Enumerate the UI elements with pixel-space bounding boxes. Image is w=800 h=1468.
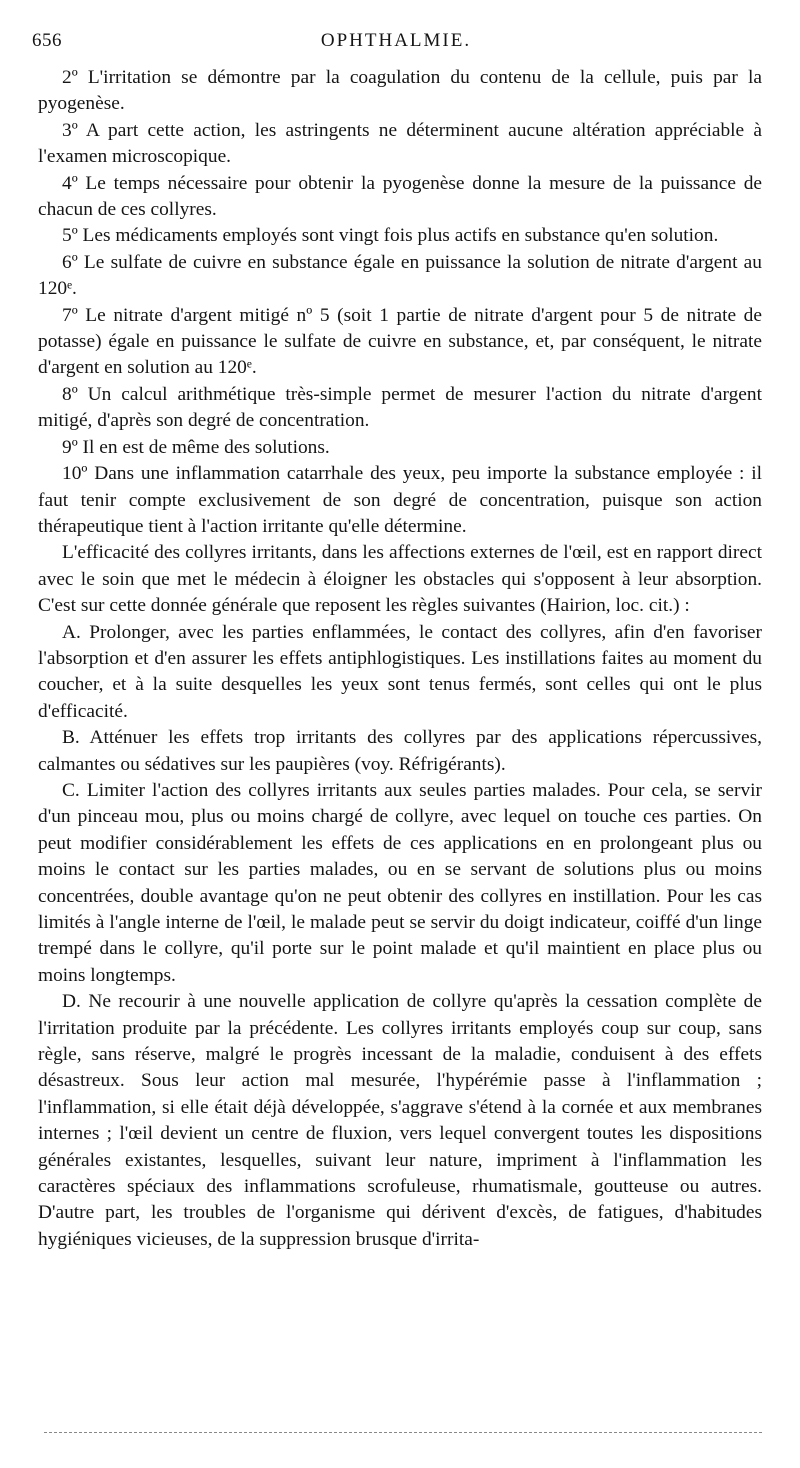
page-number: 656 [32,30,62,51]
conclusion-8: 8º Un calcul arithmétique très-simple permet de mesurer l'action du nitrate d'argent mitigé, d'après son degré de concentration. [38,383,762,432]
conclusion-6: 6º Le sulfate de cuivre en substance égale en puissance la solution de nitrate d'argent au 120ᵉ. [38,251,762,300]
conclusion-10: 10º Dans une inflammation catarrhale des yeux, peu importe la substance employée : il faut tenir compte exclusivement de son degré de concentration, puisque son action thérapeutique tient à l'action irritante qu'elle détermine. [38,463,762,537]
conclusion-9: 9º Il en est de même des solutions. [62,436,330,458]
conclusion-5: 5º Les médicaments employés sont vingt fois plus actifs en substance qu'en solution. [62,225,719,247]
page-body [38,65,762,1253]
conclusion-4: 4º Le temps nécessaire pour obtenir la pyogenèse donne la mesure de la puissance de chacun de ces collyres. [38,172,762,221]
conclusion-2: 2º L'irritation se démontre par la coagulation du contenu de la cellule, puis par la pyogenèse. [38,67,762,115]
conclusion-7: 7º Le nitrate d'argent mitigé nº 5 (soit 1 partie de nitrate d'argent pour 5 de nitrate de potasse) égale en puissance le sulfate de cuivre en substance, et, par conséquent, le nitrate d'argent en solution au 120ᵉ. [38,304,762,379]
rule-c: C. Limiter l'action des collyres irritants aux seules parties malades. Pour cela, se servir d'un pinceau mou, plus ou moins chargé de collyre, avec lequel on touche ces parties. On peut modifier considérablement les effets de ces applications en en prolongeant plus ou moins le contact sur les parties malades, ou en se servant de solutions plus ou moins concentrées, double avantage qu'on ne peut obtenir des collyres en instillation. Pour les cas limités à l'angle interne de l'œil, le malade peut se servir du doigt indicateur, coiffé d'un linge trempé dans le collyre, qu'il porte sur le point malade et qu'il maintient en place plus ou moins longtemps. [38,779,762,986]
rule-b: B. Atténuer les effets trop irritants des collyres par des applications répercussives, calmantes ou sédatives sur les paupières (voy. Réfrigérants). [38,727,762,775]
rule-d: D. Ne recourir à une nouvelle application de collyre qu'après la cessation complète de l'irritation produite par la précédente. Les collyres irritants employés coup sur coup, sans règle, sans réserve, malgré le progrès incessant de la maladie, conduisent à des effets désastreux. Sous leur action mal mesurée, l'hypérémie passe à l'inflammation ; l'inflammation, si elle était déjà développée, s'aggrave s'étend à la cornée et aux membranes internes ; l'œil devient un centre de fluxion, vers lequel convergent toutes les dispositions générales existantes, lesquelles, suivant leur nature, impriment à l'inflammation les caractères spéciaux des inflammations scrofuleuse, rhumatismale, goutteuse ou autres. D'autre part, les troubles de l'organisme qui dérivent d'excès, de fatigues, d'habitudes hygiéniques vicieuses, de la suppression brusque d'irrita- [38,991,762,1250]
running-header [32,18,760,51]
conclusion-3: 3º A part cette action, les astringents ne déterminent aucune altération appréciable à l'examen microscopique. [38,119,762,168]
footer-dotted-rule [44,1432,762,1433]
rule-a: A. Prolonger, avec les parties enflammées, le contact des collyres, afin d'en favoriser l'absorption et d'en assurer les effets antiphlogistiques. Les instillations faites au moment du coucher, et à la suite desquelles les yeux sont tenus fermés, sont celles qui ont le plus d'efficacité. [38,621,762,722]
efficacy-paragraph: L'efficacité des collyres irritants, dans les affections externes de l'œil, est en rapport direct avec le soin que met le médecin à éloigner les obstacles qui s'opposent à leur absorption. C'est sur cette donnée générale que reposent les règles suivantes (Hairion, loc. cit.) : [38,542,762,617]
running-title: OPHTHALMIE. [320,30,472,51]
